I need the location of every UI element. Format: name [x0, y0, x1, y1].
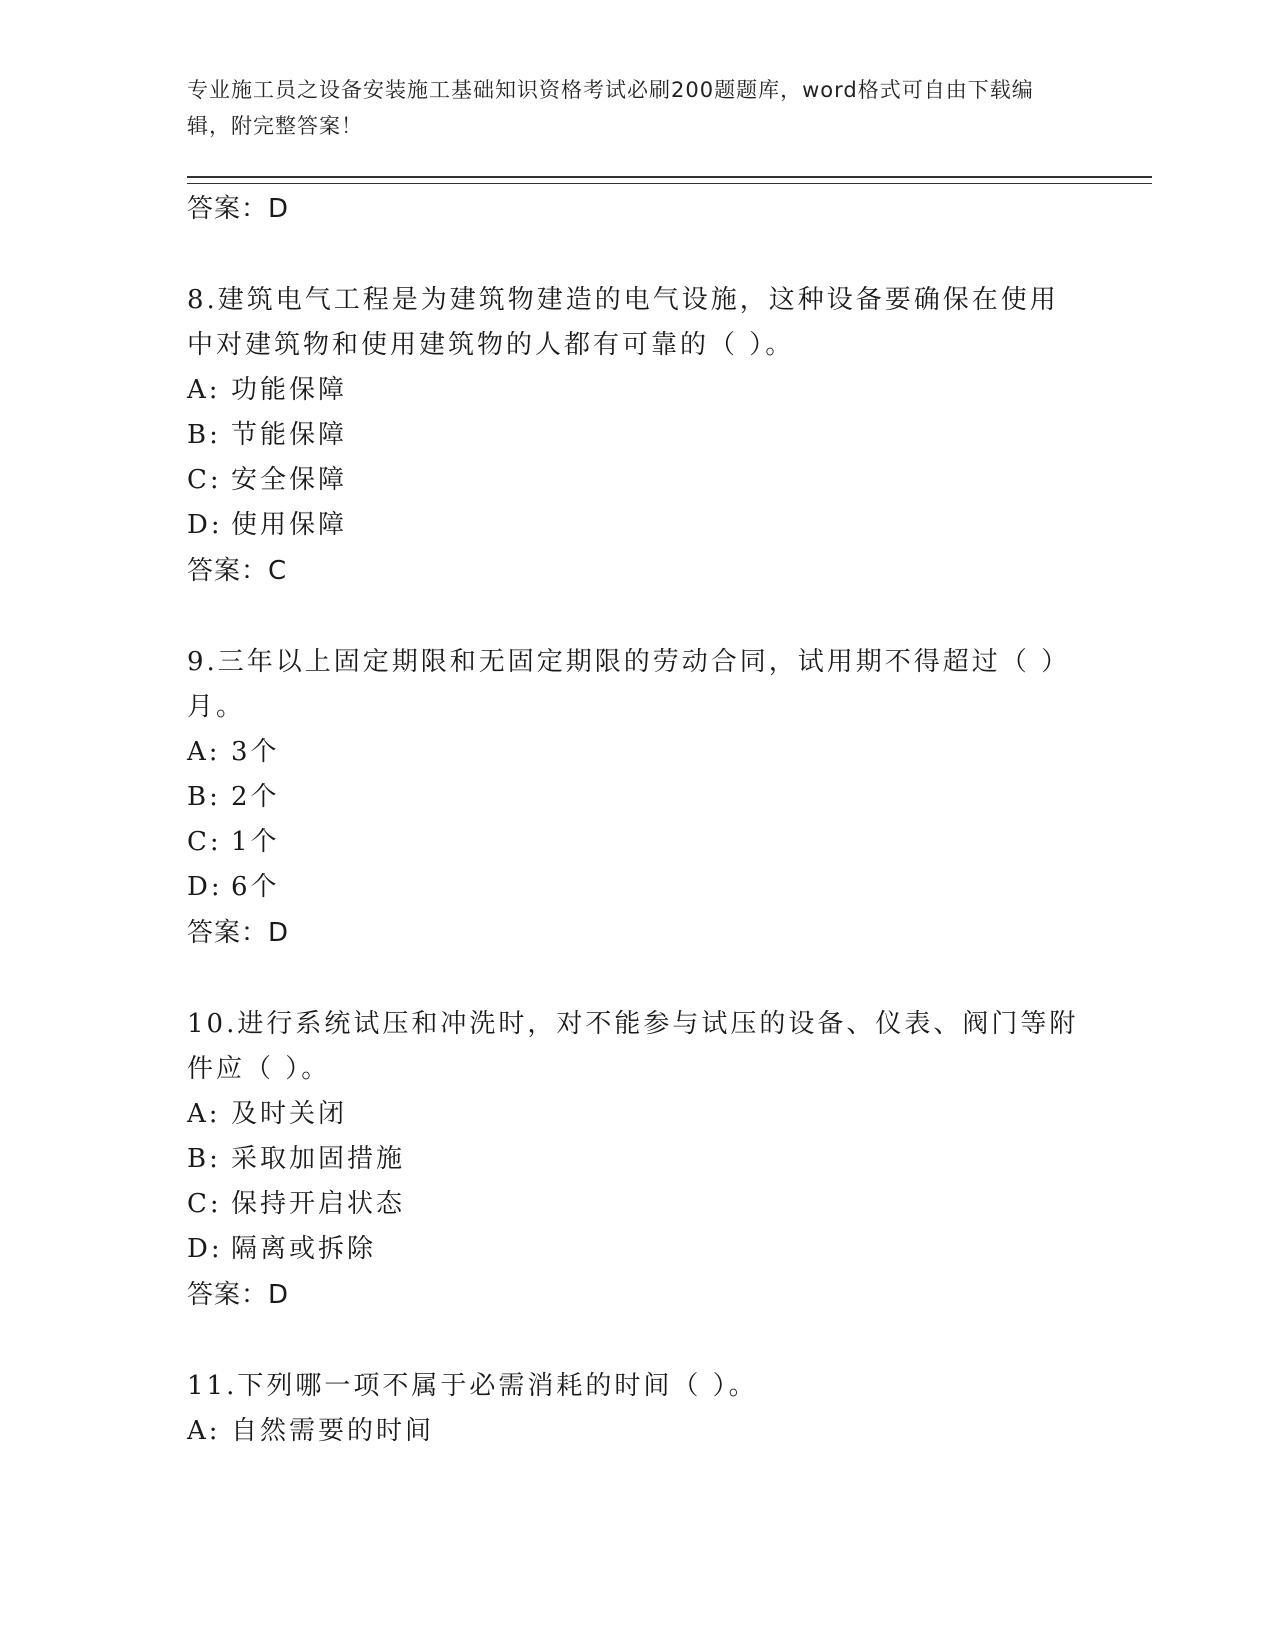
question-list	[187, 186, 1087, 1454]
option-c	[187, 1182, 1087, 1227]
option-a	[187, 1409, 1087, 1454]
option-c	[187, 820, 1087, 865]
answer-line: 答案：D	[187, 194, 290, 224]
option-b	[187, 413, 1087, 458]
option-letter: A:	[187, 375, 221, 405]
answer-line: 答案：D	[187, 918, 290, 948]
option-letter: B:	[187, 782, 221, 812]
option-letter: B:	[187, 420, 221, 450]
option-letter: C:	[187, 827, 222, 857]
document-header: 专业施工员之设备安装施工基础知识资格考试必刷200题题库，word格式可自由下载编辑，附完整答案！	[187, 78, 1034, 138]
question-10	[187, 1002, 1087, 1318]
option-text: 使用保障	[231, 510, 348, 540]
option-letter: C:	[187, 465, 222, 495]
answer-line: 答案：C	[187, 556, 288, 586]
option-letter: A:	[187, 737, 221, 767]
option-d	[187, 1227, 1087, 1272]
option-a	[187, 368, 1087, 413]
option-letter: C:	[187, 1189, 222, 1219]
option-text: 6个	[231, 872, 280, 902]
option-a	[187, 730, 1087, 775]
question-stem: 10.进行系统试压和冲洗时，对不能参与试压的设备、仪表、阀门等附件应（ ）。	[187, 1009, 1079, 1084]
option-text: 2个	[231, 782, 280, 812]
question-stem: 9.三年以上固定期限和无固定期限的劳动合同，试用期不得超过（ ）月。	[187, 647, 1071, 722]
option-text: 及时关闭	[231, 1099, 348, 1129]
question-stem: 11.下列哪一项不属于必需消耗的时间（ ）。	[187, 1371, 758, 1401]
option-text: 隔离或拆除	[231, 1234, 377, 1264]
option-b	[187, 1137, 1087, 1182]
option-d	[187, 865, 1087, 910]
option-letter: B:	[187, 1144, 221, 1174]
option-text: 节能保障	[231, 420, 348, 450]
question-11	[187, 1364, 1087, 1454]
option-text: 采取加固措施	[231, 1144, 406, 1174]
option-letter: A:	[187, 1416, 221, 1446]
option-b	[187, 775, 1087, 820]
option-text: 安全保障	[231, 465, 348, 495]
option-d	[187, 503, 1087, 548]
answer-line: 答案：D	[187, 1280, 290, 1310]
option-letter: D:	[187, 510, 223, 540]
option-text: 保持开启状态	[231, 1189, 406, 1219]
option-letter: D:	[187, 872, 223, 902]
option-letter: A:	[187, 1099, 221, 1129]
option-letter: D:	[187, 1234, 223, 1264]
question-9	[187, 640, 1087, 956]
option-text: 功能保障	[231, 375, 348, 405]
question-stem: 8.建筑电气工程是为建筑物建造的电气设施，这种设备要确保在使用中对建筑物和使用建筑物的人都有可靠的（ ）。	[187, 285, 1059, 360]
question-8	[187, 278, 1087, 594]
option-text: 3个	[231, 737, 280, 767]
option-c	[187, 458, 1087, 503]
option-text: 自然需要的时间	[231, 1416, 435, 1446]
option-text: 1个	[231, 827, 280, 857]
option-a	[187, 1092, 1087, 1137]
header-divider	[187, 176, 1152, 184]
